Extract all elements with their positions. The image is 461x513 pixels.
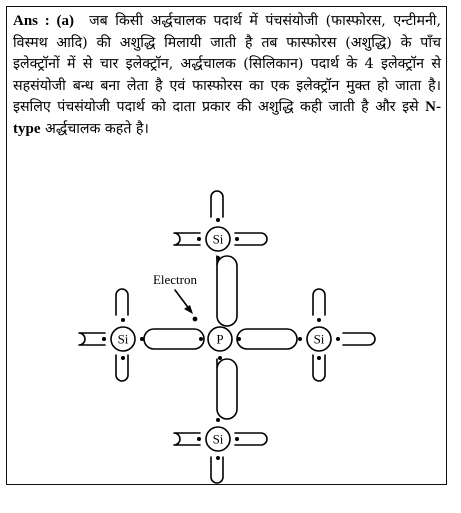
covalent-bond-diagram xyxy=(7,187,448,486)
atom-right-label: Si xyxy=(313,331,325,347)
electron-dot xyxy=(235,237,239,241)
bond-bottom-right xyxy=(235,433,267,445)
electron-dot xyxy=(121,318,125,322)
electron-dot xyxy=(216,456,220,460)
bond-right-right xyxy=(343,333,375,345)
atom-center-label: P xyxy=(216,331,224,347)
bond-right-up xyxy=(313,289,325,315)
answer-suffix: अर्द्धचालक कहते है। xyxy=(45,120,149,137)
answer-paragraph xyxy=(13,11,441,141)
bond-top-up xyxy=(211,191,223,217)
electron-dot xyxy=(121,356,125,360)
bond-bottom-down xyxy=(211,457,223,483)
label-electron: Electron xyxy=(152,272,198,287)
electron-dot xyxy=(197,237,201,241)
bond-bottom-left xyxy=(174,433,200,445)
electron-dot xyxy=(298,337,302,341)
electron-dot xyxy=(218,356,222,360)
electron-dot xyxy=(199,337,203,341)
bond-left-p xyxy=(144,329,204,349)
electron-dot xyxy=(140,337,144,341)
atom-top-label: Si xyxy=(212,231,224,247)
answer-term: N-type xyxy=(13,99,441,137)
electron-dot xyxy=(102,337,106,341)
electron-dot xyxy=(317,356,321,360)
answer-prefix: Ans : (a) xyxy=(13,13,75,29)
bond-left-up xyxy=(116,289,128,315)
bond-left-left xyxy=(79,333,105,345)
answer-text: जब किसी अर्द्धचालक पदार्थ में पंचसंयोजी (फास्फोरस, एन्टीमनी, विस्मथ आदि) की अशुद्धि मिलायी जाती है तब फास्फोरस (अशुद्धि) के पाँच इलेक्ट्रॉनों में से चार इलेक्ट्रॉन, अर्द्धचालक (सिलिकान) पदार्थ के 4 इलेक्ट्रॉन से सहसंयोजी बन्ध बना लेता है एवं फास्फोरस का एक इलेक्ट्रॉन मुक्त हो जाता है। इसलिए पंचसंयोजी पदार्थ को दाता प्रकार की अशुद्धि कही जाती है और इसे xyxy=(13,13,441,116)
electron-dot xyxy=(336,337,340,341)
electron-dot xyxy=(216,256,220,260)
bond-top-left xyxy=(174,233,200,245)
bond-p-bottom xyxy=(217,359,237,419)
bond-p-right xyxy=(237,329,297,349)
electron-arrow-head xyxy=(184,305,193,314)
electron-dot xyxy=(317,318,321,322)
answer-box xyxy=(6,6,447,485)
atom-left-label: Si xyxy=(117,331,129,347)
electron-dot xyxy=(197,437,201,441)
electron-dot xyxy=(216,218,220,222)
bond-top-right xyxy=(235,233,267,245)
bond-top-p xyxy=(217,256,237,326)
electron-dot xyxy=(237,337,241,341)
free-electron-dot xyxy=(193,317,198,322)
atom-bottom-label: Si xyxy=(212,431,224,447)
electron-dot xyxy=(216,418,220,422)
electron-dot xyxy=(235,437,239,441)
